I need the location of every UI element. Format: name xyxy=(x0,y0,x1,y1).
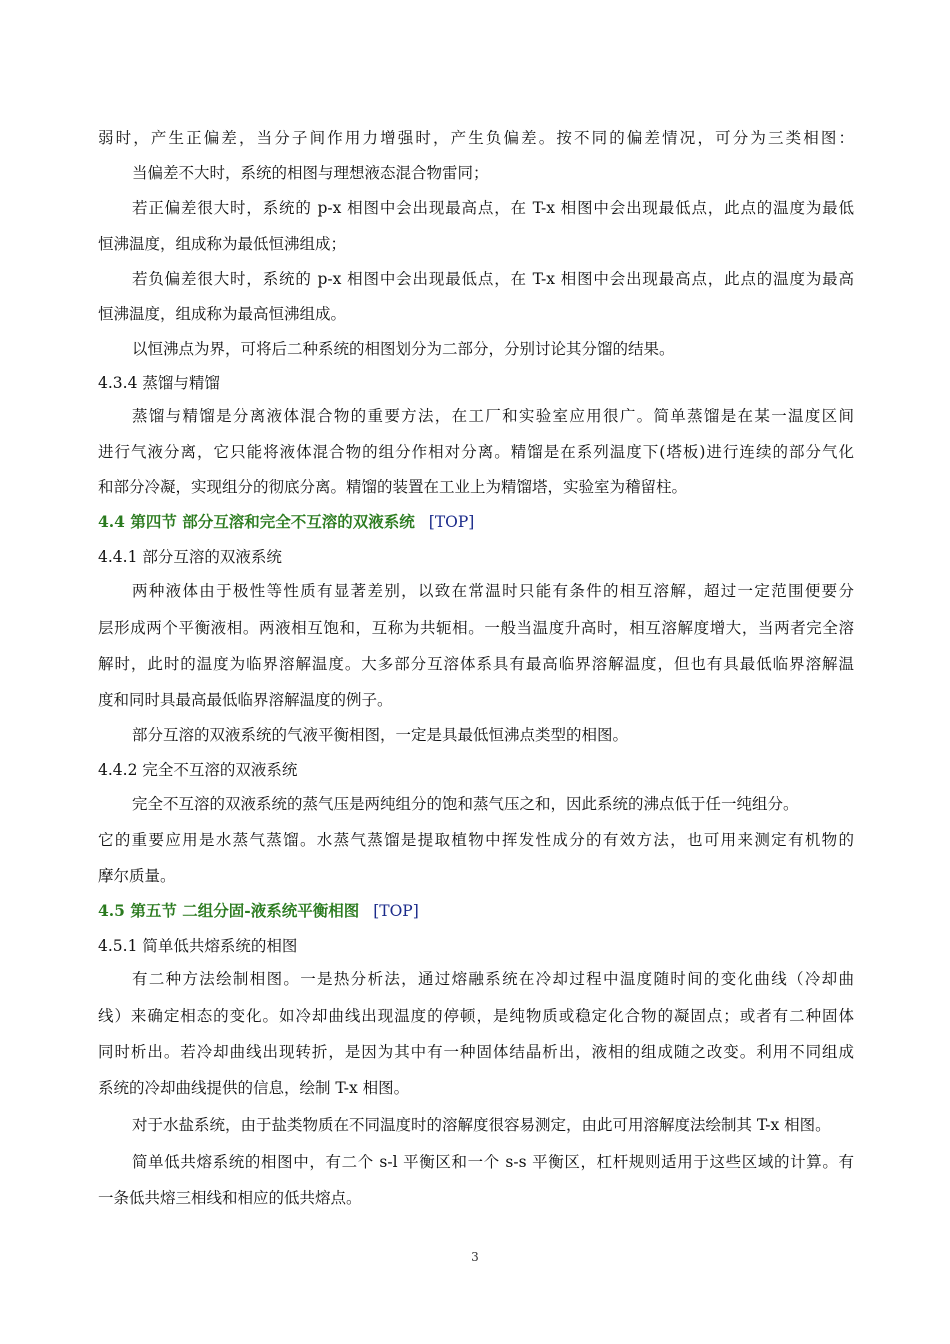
paragraph-line: 对于水盐系统，由于盐类物质在不同温度时的溶解度很容易测定，由此可用溶解度法绘制其 T-x 相图。 xyxy=(132,1116,831,1134)
paragraph-line: 线）来确定相态的变化。如冷却曲线出现温度的停顿，是纯物质或稳定化合物的凝固点；或者有二种固体 xyxy=(98,1007,854,1025)
paragraph-line: 恒沸温度，组成称为最低恒沸组成； xyxy=(98,235,347,253)
paragraph-line: 恒沸温度，组成称为最高恒沸组成。 xyxy=(98,305,347,323)
paragraph-line: 层形成两个平衡液相。两液相互饱和，互称为共轭相。一般当温度升高时，相互溶解度增大，当两者完全溶 xyxy=(98,619,854,637)
paragraph-line: 同时析出。若冷却曲线出现转折，是因为其中有一种固体结晶析出，液相的组成随之改变。利用不同组成 xyxy=(98,1043,854,1061)
paragraph-line: 解时，此时的温度为临界溶解温度。大多部分互溶体系具有最高临界溶解温度，但也有具最低临界溶解温 xyxy=(98,655,854,673)
paragraph-line: 简单低共熔系统的相图中，有二个 s-l 平衡区和一个 s-s 平衡区，杠杆规则适用于这些区域的计算。有 xyxy=(132,1153,854,1171)
paragraph-line: 完全不互溶的双液系统的蒸气压是两纯组分的饱和蒸气压之和，因此系统的沸点低于任一纯组分。 xyxy=(132,795,799,813)
paragraph-line: 以恒沸点为界，可将后二种系统的相图划分为二部分，分别讨论其分馏的结果。 xyxy=(132,340,675,358)
paragraph-line: 弱时，产生正偏差，当分子间作用力增强时，产生负偏差。按不同的偏差情况，可分为三类相图： xyxy=(98,129,854,147)
paragraph-line: 摩尔质量。 xyxy=(98,867,176,885)
subsection-heading: 4.4.1 部分互溶的双液系统 xyxy=(98,548,282,566)
subsection-heading: 4.5.1 简单低共熔系统的相图 xyxy=(98,937,298,955)
paragraph-line: 一条低共熔三相线和相应的低共熔点。 xyxy=(98,1189,362,1207)
paragraph-line: 有二种方法绘制相图。一是热分析法，通过熔融系统在冷却过程中温度随时间的变化曲线（冷却曲 xyxy=(132,970,854,988)
paragraph-line: 两种液体由于极性等性质有显著差别，以致在常温时只能有条件的相互溶解，超过一定范围便要分 xyxy=(132,582,854,600)
subsection-heading: 4.3.4 蒸馏与精馏 xyxy=(98,374,220,392)
section-heading xyxy=(98,901,854,921)
paragraph-line: 当偏差不大时，系统的相图与理想液态混合物雷同； xyxy=(132,164,489,182)
top-link[interactable]: [TOP] xyxy=(428,513,475,531)
paragraph-line: 若正偏差很大时，系统的 p-x 相图中会出现最高点，在 T-x 相图中会出现最低点，此点的温度为最低 xyxy=(132,199,854,217)
paragraph-line: 进行气液分离，它只能将液体混合物的组分作相对分离。精馏是在系列温度下(塔板)进行连续的部分气化 xyxy=(98,443,854,461)
paragraph-line: 部分互溶的双液系统的气液平衡相图，一定是具最低恒沸点类型的相图。 xyxy=(132,726,629,744)
top-link[interactable]: [TOP] xyxy=(373,902,419,920)
paragraph-line: 它的重要应用是水蒸气蒸馏。水蒸气蒸馏是提取植物中挥发性成分的有效方法，也可用来测定有机物的 xyxy=(98,831,854,849)
paragraph-line: 若负偏差很大时，系统的 p-x 相图中会出现最低点，在 T-x 相图中会出现最高点，此点的温度为最高 xyxy=(132,270,854,288)
section-title: 4.5 第五节 二组分固-液系统平衡相图 xyxy=(98,901,360,920)
page-number: 3 xyxy=(471,1250,479,1264)
paragraph-line: 度和同时具最高最低临界溶解温度的例子。 xyxy=(98,691,393,709)
section-title: 4.4 第四节 部分互溶和完全不互溶的双液系统 xyxy=(98,512,415,531)
subsection-heading: 4.4.2 完全不互溶的双液系统 xyxy=(98,761,298,779)
paragraph-line: 和部分冷凝，实现组分的彻底分离。精馏的装置在工业上为精馏塔，实验室为稽留柱。 xyxy=(98,478,688,496)
paragraph-line: 系统的冷却曲线提供的信息，绘制 T-x 相图。 xyxy=(98,1079,410,1097)
section-heading xyxy=(98,512,854,532)
paragraph-line: 蒸馏与精馏是分离液体混合物的重要方法，在工厂和实验室应用很广。简单蒸馏是在某一温度区间 xyxy=(132,407,854,425)
